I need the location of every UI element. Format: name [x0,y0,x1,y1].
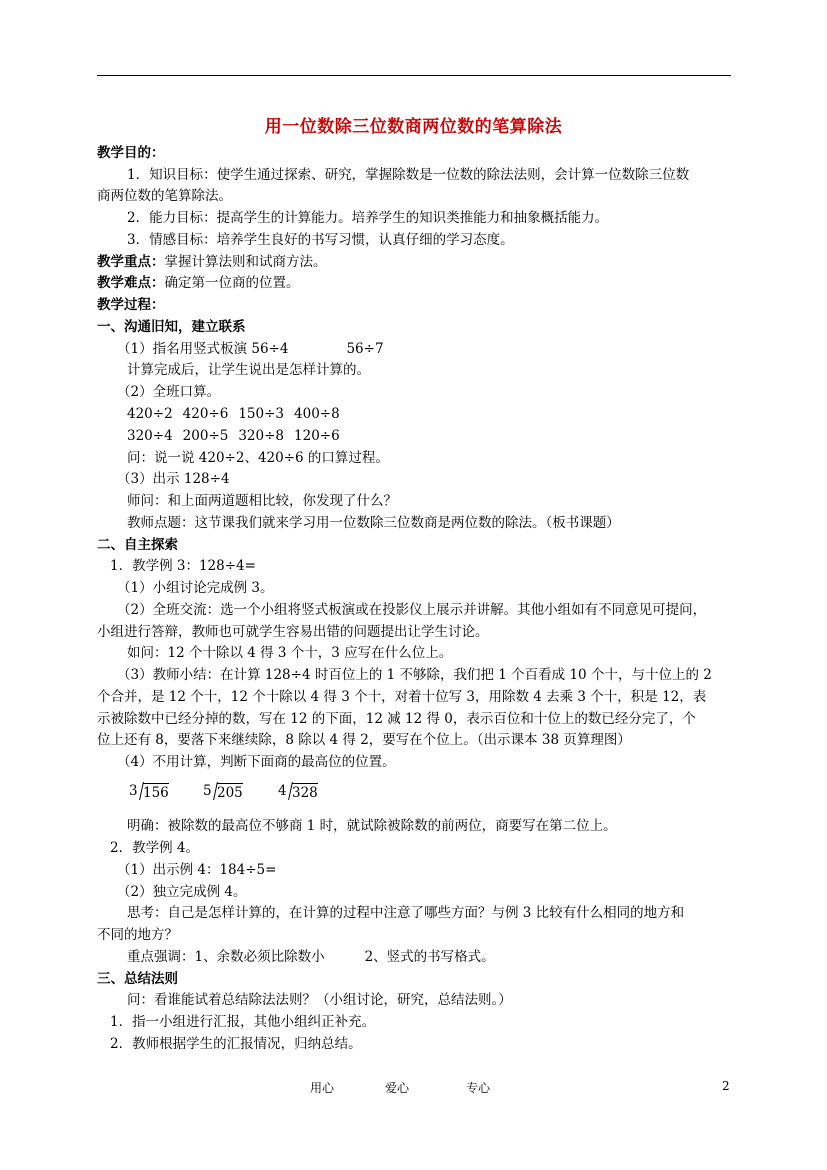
divisor: 4 [278,783,287,799]
difficulty-text: 确定第一位商的位置。 [164,275,300,291]
text-line: 明确：被除数的最高位不够商 1 时，就试除被除数的前两位，商要写在第二位上。 [127,818,617,834]
oral-expression: 420÷6 [182,406,229,422]
text-line: 位上还有 8，要落下来继续除，8 除以 4 得 2，要写在个位上。（出示课本 38 页算理图） [97,732,631,748]
text-line: 示被除数中已经分掉的数，写在 12 的下面，12 减 12 得 0，表示百位和十位上的数已经分完了，个 [97,711,696,727]
dividend: 156 [143,785,169,801]
page-title: 用一位数除三位数商两位数的笔算除法 [264,117,563,137]
footer-word: 用心 [310,1081,335,1095]
text-line: 师问：和上面两道题相比较，你发现了什么？ [127,493,397,509]
difficulty-line [97,273,300,293]
text-line: 不同的地方？ [97,927,178,943]
text-line: 2．能力目标：提高学生的计算能力。培养学生的知识类推能力和抽象概括能力。 [127,210,609,226]
oral-expression: 200÷5 [182,428,229,444]
footer-word: 爱心 [385,1081,410,1095]
dividend: 328 [292,785,318,801]
text-line: 如问：12 个十除以 4 得 3 个十，3 应写在什么位上。 [127,645,453,661]
text-line: 计算完成后，让学生说出是怎样计算的。 [127,362,370,378]
text-line: 商两位数的笔算除法。 [97,188,232,204]
text-segment: 重点强调：1、余数必须比除数小 [127,949,325,965]
header-rule [97,75,731,76]
oral-expression: 320÷8 [238,428,285,444]
key-point-line [97,252,327,272]
section-label-objectives: 教学目的： [97,145,165,161]
text-segment: （1）指名用竖式板演 56÷4 [117,341,289,357]
text-line: （4）不用计算，判断下面商的最高位的位置。 [117,754,396,770]
section-heading-1: 一、沟通旧知，建立联系 [97,319,246,335]
text-segment: 2、竖式的书写格式。 [364,949,495,965]
text-line: （2）全班口算。 [117,384,221,400]
oral-calc-row-2 [127,426,350,446]
key-point-label: 教学重点： [97,254,165,270]
key-point-text: 掌握计算法则和试商方法。 [164,254,327,270]
section-label-process: 教学过程： [97,297,165,313]
text-line: 2．教师根据学生的汇报情况，归纳总结。 [110,1036,362,1052]
oral-expression: 150÷3 [238,406,285,422]
page-number: 2 [722,1079,730,1093]
text-line: 1．指一小组进行汇报，其他小组纠正补充。 [110,1014,376,1030]
text-line: 问：看谁能试着总结除法法则？（小组讨论，研究，总结法则。） [127,992,512,1008]
dividend: 205 [217,785,243,801]
text-line [127,947,495,967]
text-line: 个合并，是 12 个十，12 个十除以 4 得 3 个十，对着十位写 3，用除数 4 去乘 3 个十，积是 12，表 [97,689,707,705]
text-line: 1．知识目标：使学生通过探索、研究，掌握除数是一位数的除法法则，会计算一位数除三位数 [127,167,690,183]
text-line: （1）小组讨论完成例 3。 [117,580,274,596]
section-heading-3: 三、总结法则 [97,971,178,987]
oral-expression: 420÷2 [127,406,173,422]
text-line: 教师点题：这节课我们就来学习用一位数除三位数商是两位数的除法。（板书课题） [127,515,620,531]
text-line: （3）教师小结：在计算 128÷4 时百位上的 1 不够除，我们把 1 个百看成 10 个十，与十位上的 2 [117,667,712,683]
section-heading-2: 二、自主探索 [97,537,178,553]
text-line: 2．教学例 4。 [110,840,199,856]
text-line: （2）独立完成例 4。 [117,884,247,900]
text-segment: 56÷7 [346,341,384,357]
text-line: （1）出示例 4：184÷5= [117,862,277,878]
oral-expression: 120÷6 [294,428,340,444]
divisor: 3 [129,783,138,799]
text-line: 思考：自己是怎样计算的，在计算的过程中注意了哪些方面？与例 3 比较有什么相同的地方和 [127,905,685,921]
text-line: 3．情感目标：培养学生良好的书写习惯，认真仔细的学习态度。 [127,232,514,248]
oral-expression: 320÷4 [127,428,173,444]
text-line: 问：说一说 420÷2、420÷6 的口算过程。 [127,450,389,466]
text-line: 1．教学例 3：128÷4= [110,558,256,574]
difficulty-label: 教学难点： [97,275,165,291]
divisor: 5 [203,783,212,799]
text-line: （3）出示 128÷4 [117,471,230,487]
footer-word: 专心 [466,1081,491,1095]
oral-calc-row-1 [127,404,350,424]
text-line: 小组进行答辩，教师也可就学生容易出错的问题提出让学生讨论。 [97,624,489,640]
text-line: （2）全班交流：选一个小组将竖式板演或在投影仪上展示并讲解。其他小组如有不同意见可提问， [117,602,707,618]
text-line [117,339,384,359]
oral-expression: 400÷8 [294,406,340,422]
